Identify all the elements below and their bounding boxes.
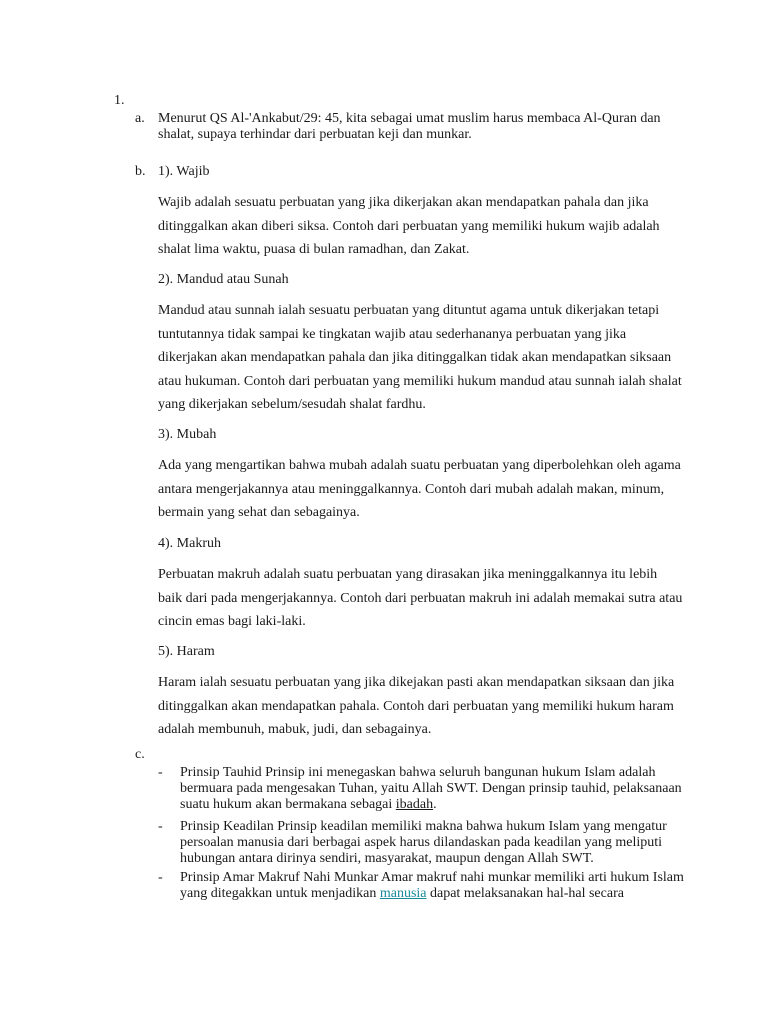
section-body-mubah: Ada yang mengartikan bahwa mubah adalah suatu perbuatan yang diperbolehkan oleh agama antara mengerjakannya atau meninggalkannya. Contoh dari mubah adalah makan, minum, bermain yang sehat dan sebagainya.: [158, 458, 681, 520]
item-a-text: Menurut QS Al-'Ankabut/29: 45, kita sebagai umat muslim harus membaca Al-Quran dan shalat, supaya terhindar dari perbuatan keji dan munkar.: [158, 111, 661, 142]
section-body-mandud: Mandud atau sunnah ialah sesuatu perbuatan yang dituntut agama untuk dikerjakan tetapi tuntutannya tidak sampai ke tingkatan wajib atau sederhananya perbuatan yang jika dikerjakan akan mendapatkan pahala dan jika ditinggalkan tidak akan mendapatkan siksaan atau hukuman. Contoh dari perbuatan yang memiliki hukum mandud atau sunnah ialah shalat yang dikerjakan sebelum/sesudah shalat fardhu.: [158, 303, 682, 412]
section-body-wajib: Wajib adalah sesuatu perbuatan yang jika dikerjakan akan mendapatkan pahala dan jika ditinggalkan akan diberi siksa. Contoh dari perbuatan yang memiliki hukum wajib adalah shalat lima waktu, puasa di bulan ramadhan, dan Zakat.: [158, 195, 660, 257]
bullet-tauhid-text: Prinsip Tauhid Prinsip ini menegaskan bahwa seluruh bangunan hukum Islam adalah bermuara pada mengesakan Tuhan, yaitu Allah SWT. Dengan prinsip tauhid, pelaksanaan suatu hukum akan bermakana sebagai: [180, 765, 682, 812]
ibadah-underlined: ibadah: [395, 796, 434, 812]
item-a-marker: a.: [135, 111, 145, 126]
bullet-marker: -: [158, 765, 163, 780]
bullet-marker: -: [158, 870, 163, 885]
bullet-tauhid-end: .: [433, 796, 437, 812]
bullet-amar-makruf-text: Prinsip Amar Makruf Nahi Munkar Amar makruf nahi munkar memiliki arti hukum Islam yang ditegakkan untuk menjadikan: [180, 870, 684, 901]
bullet-keadilan: Prinsip Keadilan Prinsip keadilan memiliki makna bahwa hukum Islam yang mengatur persoalan manusia dari berbagai aspek harus dilandaskan pada keadilan yang meliputi hubungan antara dirinya sendiri, masyarakat, maupun dengan Allah SWT.: [180, 819, 667, 866]
list-number: 1.: [114, 93, 125, 108]
section-body-makruh: Perbuatan makruh adalah suatu perbuatan yang dirasakan jika meninggalkannya itu lebih baik dari pada mengerjakannya. Contoh dari perbuatan makruh ini adalah memakai sutra atau cincin emas bagi laki-laki.: [158, 567, 683, 629]
section-heading-haram: 5). Haram: [158, 644, 215, 659]
item-c-marker: c.: [135, 747, 145, 762]
section-body-haram: Haram ialah sesuatu perbuatan yang jika dikejakan pasti akan mendapatkan siksaan dan jika ditinggalkan akan mendapatkan pahala. Contoh dari perbuatan yang memiliki hukum haram adalah membunuh, mabuk, judi, dan sebagainya.: [158, 675, 675, 737]
bullet-marker: -: [158, 819, 163, 834]
bullet-amar-makruf: [180, 870, 690, 902]
bullet-tauhid: [180, 765, 690, 812]
item-b-marker: b.: [135, 164, 146, 179]
section-heading-wajib: 1). Wajib: [158, 164, 210, 179]
bullet-amar-makruf-end: dapat melaksanakan hal-hal secara: [426, 885, 624, 901]
section-heading-makruh: 4). Makruh: [158, 536, 221, 551]
section-heading-mubah: 3). Mubah: [158, 427, 217, 442]
section-heading-mandud: 2). Mandud atau Sunah: [158, 272, 289, 287]
manusia-link[interactable]: manusia: [379, 885, 427, 901]
